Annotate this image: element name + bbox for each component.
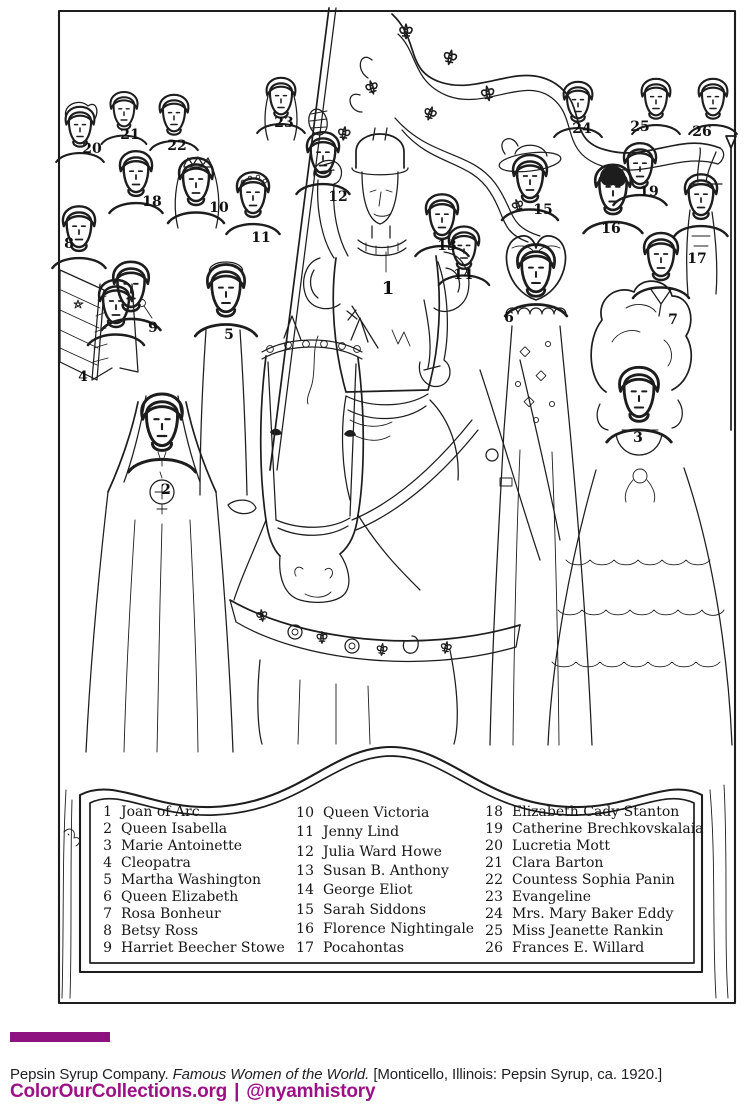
- legend-name: Catherine Brechkovskalaia: [512, 821, 704, 837]
- legend-name: Florence Nightingale: [323, 921, 475, 937]
- legend-name: Cleopatra: [121, 855, 191, 871]
- legend-number: 4: [103, 855, 112, 871]
- legend-number: 13: [296, 863, 314, 879]
- figure-number-12: 12: [328, 189, 348, 205]
- legend-name: George Eliot: [323, 882, 413, 898]
- figure-number-15: 15: [533, 202, 553, 218]
- figure-number-22: 22: [167, 138, 187, 154]
- figure-number-23: 23: [274, 115, 294, 131]
- legend-name: Marie Antoinette: [121, 838, 243, 854]
- footer-separator: |: [234, 1081, 240, 1102]
- legend-name: Jenny Lind: [323, 824, 400, 840]
- legend-number: 2: [103, 821, 112, 837]
- nyamhistory-handle[interactable]: @nyamhistory: [246, 1081, 376, 1102]
- legend-number: 21: [485, 855, 503, 871]
- figure-number-21: 21: [120, 127, 140, 143]
- legend-name: Miss Jeanette Rankin: [512, 923, 664, 939]
- figure-number-14: 14: [453, 267, 473, 283]
- legend-name: Frances E. Willard: [512, 940, 645, 956]
- caption-imprint: [Monticello, Illinois: Pepsin Syrup, ca. 1920.]: [369, 1066, 663, 1083]
- figure-number-18: 18: [142, 194, 162, 210]
- figure-number-1: 1: [381, 278, 395, 299]
- legend-number: 1: [103, 804, 112, 820]
- legend-number: 26: [485, 940, 503, 956]
- figure-bust-12: [296, 132, 349, 194]
- legend-name: Queen Isabella: [121, 821, 228, 837]
- caption-title: Famous Women of the World.: [172, 1066, 370, 1083]
- accent-bar: [10, 1032, 110, 1042]
- figure-number-3: 3: [633, 430, 643, 446]
- figure-bust-8: [52, 206, 105, 268]
- legend-name: Queen Elizabeth: [121, 889, 239, 905]
- legend-number: 17: [296, 940, 314, 956]
- legend-number: 10: [296, 805, 314, 821]
- legend-name: Julia Ward Howe: [323, 844, 442, 860]
- legend-name: Sarah Siddons: [323, 902, 427, 918]
- figure-number-19: 19: [639, 184, 659, 200]
- legend-name: Evangeline: [512, 889, 591, 905]
- legend-number: 15: [296, 902, 314, 918]
- caption-publisher: Pepsin Syrup Company.: [10, 1066, 173, 1083]
- fleur-de-lis-banner: [338, 14, 724, 242]
- legend-name: Rosa Bonheur: [121, 906, 221, 922]
- figure-number-26: 26: [692, 124, 712, 140]
- legend-name: Queen Victoria: [323, 805, 430, 821]
- pocahontas-figure: [674, 136, 736, 430]
- figure-number-6: 6: [504, 310, 514, 326]
- marie-antoinette-figure: [548, 281, 732, 745]
- campaign-footer: [10, 1081, 740, 1103]
- figure-number-9: 9: [148, 320, 158, 336]
- figure-number-20: 20: [82, 141, 102, 157]
- legend-number: 18: [485, 804, 503, 820]
- legend-name: Martha Washington: [121, 872, 262, 888]
- figure-number-4: 4: [78, 369, 88, 385]
- figure-number-24: 24: [572, 121, 592, 137]
- figure-number-8: 8: [64, 236, 74, 252]
- legend-number: 25: [485, 923, 503, 939]
- legend-number: 20: [485, 838, 503, 854]
- legend-name: Elizabeth Cady Stanton: [512, 804, 680, 820]
- legend-number: 16: [296, 921, 314, 937]
- figure-number-25: 25: [630, 119, 650, 135]
- legend-number: 19: [485, 821, 503, 837]
- legend-number: 9: [103, 940, 112, 956]
- colorourcollections-link[interactable]: ColorOurCollections.org: [10, 1081, 228, 1102]
- legend-number: 22: [485, 872, 503, 888]
- legend-name: Countess Sophia Panin: [512, 872, 675, 888]
- figure-number-13: 13: [437, 238, 457, 254]
- figure-bust-5: [195, 265, 257, 337]
- legend-name: Susan B. Anthony: [323, 863, 449, 879]
- figure-number-16: 16: [601, 221, 621, 237]
- crowd-of-famous-women: [52, 78, 736, 752]
- horse: [230, 316, 560, 744]
- legend-name: Harriet Beecher Stowe: [121, 940, 285, 956]
- legend-number: 3: [103, 838, 112, 854]
- figure-number-2: 2: [161, 482, 171, 498]
- legend-number: 6: [103, 889, 112, 905]
- legend-name: Lucretia Mott: [512, 838, 611, 854]
- legend-number: 8: [103, 923, 112, 939]
- figure-number-10: 10: [209, 200, 229, 216]
- legend-number: 11: [296, 824, 314, 840]
- figure-number-11: 11: [251, 230, 271, 246]
- figure-number-17: 17: [687, 251, 707, 267]
- legend-number: 23: [485, 889, 503, 905]
- legend-number: 7: [103, 906, 112, 922]
- figure-bust-7: [633, 233, 689, 298]
- legend-name: Joan of Arc: [121, 804, 200, 820]
- legend-name: Betsy Ross: [121, 923, 199, 939]
- figure-number-5: 5: [224, 327, 234, 343]
- queen-isabella-figure: [86, 394, 233, 752]
- legend-name: Mrs. Mary Baker Eddy: [512, 906, 674, 922]
- legend-number: 5: [103, 872, 112, 888]
- legend-number: 24: [485, 906, 503, 922]
- figure-bust-11: [226, 172, 279, 234]
- legend-number: 12: [296, 844, 314, 860]
- legend-name: Clara Barton: [512, 855, 604, 871]
- figure-number-7: 7: [668, 312, 678, 328]
- legend-name: Pocahontas: [323, 940, 405, 956]
- legend-number: 14: [296, 882, 314, 898]
